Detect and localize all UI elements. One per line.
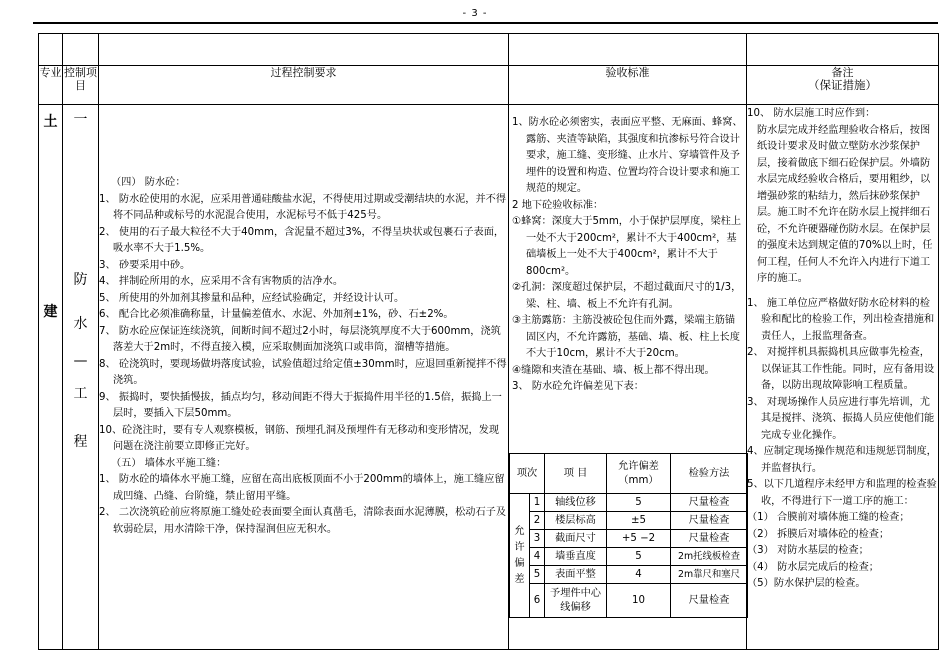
acceptance-standards <box>509 105 747 650</box>
deviation-item: 墙垂直度 <box>545 548 607 566</box>
deviation-row <box>510 584 748 618</box>
deviation-no: 2 <box>530 512 545 530</box>
deviation-item: 予埋件中心线偏移 <box>545 584 607 618</box>
deviation-header: 项次 <box>510 454 545 494</box>
acceptance-item: ④缝隙和夹渣在基础、墙、板上都不得出现。 <box>512 364 715 376</box>
deviation-row <box>510 530 748 548</box>
remarks-subitem: （1） 合膜前对墙体施工缝的检查； <box>747 512 910 523</box>
item-char: 防 <box>73 272 88 288</box>
process-item: 7、 防水砼应保证连续浇筑，间断时间不超过2小时，每层浇筑厚度不大于600mm，浇筑落差大于2m时，不得直接入模，应采取侧面加浇筑口或串筒，溜槽等措施。 <box>99 325 501 353</box>
process-item: 2、 二次浇筑砼前应将原施工缝处砼表面要全面认真凿毛，清除表面水泥薄膜，松动石子及软弱砼层，用水清除干净，保持湿润但应无积水。 <box>99 507 507 535</box>
item-char: 程 <box>73 434 88 450</box>
remarks-item: 5、以下几道程序未经甲方和监理的检查验收，不得进行下一道工序的施工： <box>747 479 937 507</box>
process-item: 10、砼浇注时，要有专人观察模板，钢筋、预埋孔洞及预埋件有无移动和变形情况，发现问题在浇注前要立即修正完好。 <box>99 424 500 452</box>
deviation-header-row <box>510 454 748 494</box>
remarks-subitem: （3） 对防水基层的检查； <box>747 545 869 556</box>
header-remarks-sub: （保证措施） <box>808 78 877 92</box>
header-specialty: 专业 <box>39 66 63 105</box>
remarks-subitem: （2） 拆膜后对墙体砼的检查； <box>747 528 890 540</box>
group-label-char: 差 <box>514 573 525 585</box>
process-item: 6、 配合比必须准确称量，计量偏差值水、水泥、外加剂±1%，砂、石±2%。 <box>99 309 454 320</box>
deviation-item: 楼层标高 <box>545 512 607 530</box>
top-rule <box>33 22 938 24</box>
process-item: 1、 防水砼的墙体水平施工缝，应留在高出底板顶面不小于200mm的墙体上，施工缝应留成凹缝、凸缝、台阶缝，禁止留用平缝。 <box>99 474 505 502</box>
remarks-subitem: （4） 防水层完成后的检查； <box>747 561 879 573</box>
remarks-heading: 10、 防水层施工时应作到： <box>747 108 876 119</box>
process-item: 2、 使用的石子最大粒径不大于40mm，含泥量不超过3%，不得呈块状或包裹石子表面，吸水率不大于1.5%。 <box>99 226 505 254</box>
remarks-item: 防水层完成并经监理验收合格后，按图纸设计要求及时做立壁防水沙浆保护层，接着做底下细石砼保护层。外墙防水层完成经验收合格后，要用粗纱，以增强砂浆的粘结力，然后抹砂浆保护层。施工时不允许在防水层上搅拌细石砼，不允许硬器碰伤防水层。在保护层的强度未达到规定值的70%以上时，任何工程，任何人不允许入内进行下道工序的施工。 <box>757 124 933 284</box>
acceptance-item: 1、防水砼必须密实，表面应平整、无麻面、蜂窝、露筋、夹渣等缺陷，其强度和抗渗标号符合设计要求，施工缝、变形缝、止水片、穿墙管件及予埋件的设置和构造、位置均符合设计要求和施工规范的规定。 <box>512 117 743 194</box>
deviation-row <box>510 548 748 566</box>
group-label-char: 允 <box>514 525 525 537</box>
remarks-item: 2、 对搅拌机具振捣机具应做事先检查，以保证其工作性能。同时，应有备用设备，以防出现故障影响工程质量。 <box>747 347 935 391</box>
control-item-cell <box>63 105 99 650</box>
deviation-method: 尺量检查 <box>671 494 748 512</box>
group-label-char: 许 <box>514 541 525 553</box>
process-requirements <box>99 105 509 650</box>
deviation-header: 项 目 <box>545 454 607 494</box>
item-char: — <box>73 353 88 369</box>
deviation-group-label <box>510 494 530 618</box>
deviation-item: 轴线位移 <box>545 494 607 512</box>
item-char: 一 <box>73 112 88 128</box>
deviation-tolerance: 4 <box>607 566 671 584</box>
header-control-item: 控制项目 <box>63 66 99 105</box>
deviation-method: 2m靠尺和塞尺 <box>671 566 748 584</box>
process-item: 1、 防水砼使用的水泥，应采用普通硅酸盐水泥，不得使用过期或受潮结块的水泥，并不得将不同品种或标号的水泥混合使用，水泥标号不低于425号。 <box>99 193 507 221</box>
deviation-tolerance: 10 <box>607 584 671 618</box>
header-process-req: 过程控制要求 <box>99 66 509 105</box>
process-item: 8、 砼浇筑时，要现场做坍落度试验，试验值超过给定值±30mm时，应退回重新搅拌不得浇筑。 <box>99 358 507 386</box>
header-acceptance: 验收标准 <box>509 66 747 105</box>
acceptance-item: ③主筋露筋：主筋没被砼包住而外露，梁端主筋锚固区内，不允许露筋，基础、墙、板、柱上长度不大于10cm，累计不大于20cm。 <box>512 315 740 359</box>
specialty-cell <box>39 105 63 650</box>
deviation-item: 表面平整 <box>545 566 607 584</box>
remarks-item: 3、 对现场操作人员应进行事先培训，尤其是搅拌、浇筑、振捣人员应使他们能完成专业化操作。 <box>747 396 935 441</box>
remarks-measures <box>747 105 939 650</box>
process-item: 3、 砂要采用中砂。 <box>99 259 191 271</box>
remarks-subitem: （5）防水保护层的检查。 <box>747 578 866 589</box>
acceptance-item: 2 地下砼验收标准： <box>512 199 604 211</box>
deviation-row <box>510 566 748 584</box>
deviation-no: 6 <box>530 584 545 618</box>
remarks-item: 4、应制定现场操作规范和违规惩罚制度，并监督执行。 <box>747 446 937 474</box>
item-char: 水 <box>73 316 88 332</box>
acceptance-item: ②孔洞：深度超过保护层，不超过截面尺寸的1/3，梁、柱、墙、板上不允许有孔洞。 <box>512 282 742 310</box>
specialty-char: 土 <box>43 114 58 130</box>
deviation-item: 截面尺寸 <box>545 530 607 548</box>
process-section-heading: （四） 防水砼： <box>111 177 186 188</box>
process-item: 4、 拌制砼所用的水，应采用不含有害物质的洁净水。 <box>99 276 344 287</box>
deviation-no: 3 <box>530 530 545 548</box>
remarks-spacer <box>747 288 938 296</box>
deviation-no: 5 <box>530 566 545 584</box>
process-item: 5、 所使用的外加剂其掺量和品种，应经试验确定，并经设计认可。 <box>99 292 405 304</box>
acceptance-item: 3、 防水砼允许偏差见下表： <box>512 381 644 392</box>
item-char: 工 <box>73 386 88 402</box>
header-row <box>39 66 939 105</box>
blank-row <box>39 34 939 66</box>
group-label-char: 偏 <box>514 557 525 569</box>
deviation-tolerance: ±5 <box>607 512 671 530</box>
deviation-no: 4 <box>530 548 545 566</box>
deviation-tolerance: 5 <box>607 494 671 512</box>
deviation-tolerance: +5 −2 <box>607 530 671 548</box>
acceptance-item: ①蜂窝：深度大于5mm，小于保护层厚度，梁柱上一处不大于200cm²，累计不大于400cm²，基础墙板上一处不大于400cm²，累计不大于800cm²。 <box>512 216 742 277</box>
deviation-header: 允许偏差（mm） <box>607 454 671 494</box>
deviation-method: 尺量检查 <box>671 530 748 548</box>
process-item: 9、 振捣时，要快插慢拔，插点均匀，移动间距不得大于振捣件用半径的1.5倍，振捣上一层时，要插入下层50mm。 <box>99 391 502 419</box>
remarks-item: 1、 施工单位应严格做好防水砼材料的检验和配比的检验工作，列出检查措施和责任人，上报监理备查。 <box>747 297 935 342</box>
header-remarks-title: 备注 <box>831 66 854 79</box>
deviation-method: 尺量检查 <box>671 512 748 530</box>
acceptance-text <box>509 105 746 417</box>
deviation-header: 检验方法 <box>671 454 748 494</box>
content-row <box>39 105 939 650</box>
deviation-table <box>509 453 748 618</box>
quality-control-table <box>38 33 939 650</box>
process-section-heading: （五） 墙体水平施工缝： <box>111 457 227 469</box>
deviation-row <box>510 512 748 530</box>
page-number: - 3 - <box>462 8 488 19</box>
deviation-row <box>510 494 748 512</box>
deviation-no: 1 <box>530 494 545 512</box>
deviation-method: 尺量检查 <box>671 584 748 618</box>
deviation-method: 2m托线板检查 <box>671 548 748 566</box>
specialty-char: 建 <box>43 304 58 320</box>
deviation-tolerance: 5 <box>607 548 671 566</box>
header-remarks <box>747 66 939 105</box>
